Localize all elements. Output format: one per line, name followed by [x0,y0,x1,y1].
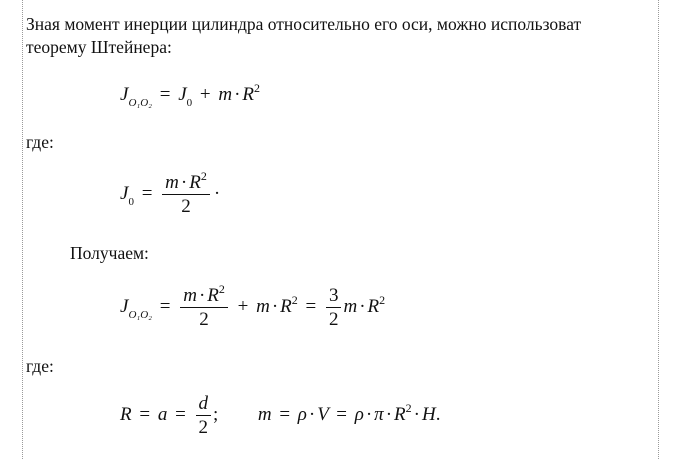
denominator-2: 2 [326,307,342,329]
multiply-dot: · [385,403,393,425]
multiply-dot: · [308,403,316,425]
symbol-j: J [120,295,129,317]
multiply-dot: · [365,403,373,425]
equals-sign: = [279,403,291,425]
symbol-m: m [257,403,272,425]
exponent-2: 2 [254,81,261,95]
symbol-j0: J [178,84,187,105]
symbol-m: m [343,295,358,317]
denominator: 2 [162,194,210,216]
formula-definitions [120,394,440,437]
symbol-r: R [207,285,219,306]
symbol-m: m [183,285,197,306]
multiply-dot: · [198,285,206,306]
numerator-d: d [198,393,209,414]
symbol-h: H [421,403,436,425]
semicolon: ; [213,403,219,425]
trailing-dot: · [213,182,221,204]
exponent-2: 2 [405,400,412,415]
equals-sign: = [141,182,153,204]
plus-sign: + [199,84,211,105]
intro-line-2: теорему Штейнера: [26,37,172,57]
symbol-m: m [256,295,270,317]
formula-j0 [120,169,222,217]
where-label-1: где: [26,132,54,152]
multiply-dot: · [234,84,241,105]
symbol-j: J [120,182,129,204]
equals-sign: = [305,295,317,317]
multiply-dot: · [271,295,279,317]
multiply-dot: · [180,172,188,193]
period: . [435,403,441,425]
equals-sign: = [159,84,171,105]
subscript-o1o2: O₁O₂ [128,97,152,109]
symbol-r: R [189,172,201,193]
equals-sign: = [336,403,347,425]
fraction-mr2-over-2 [180,282,228,330]
where-label-2: где: [26,356,54,376]
obtain-label: Получаем: [70,243,149,263]
plus-sign: + [237,295,249,317]
equals-sign: = [175,403,186,425]
fraction-3-over-2 [326,286,342,329]
right-margin-guide [658,0,659,459]
symbol-j: J [120,84,129,105]
subscript-o1o2: O₁O₂ [128,308,152,321]
fraction-mr2-over-2 [162,169,210,217]
symbol-r: R [242,84,255,105]
symbol-r: R [394,403,406,425]
equals-sign: = [159,295,171,317]
subscript-zero: 0 [128,195,134,208]
equals-sign: = [139,403,151,425]
fraction-d-over-2 [196,394,212,437]
symbol-r: R [120,403,132,425]
symbol-m: m [165,172,179,193]
formula-steiner [120,81,261,109]
exponent-2: 2 [200,169,207,183]
symbol-r: R [280,295,292,317]
denominator-2: 2 [196,415,212,437]
exponent-2: 2 [218,282,225,296]
symbol-rho: ρ [354,403,364,425]
exponent-2: 2 [379,292,386,307]
symbol-a: a [157,403,168,425]
denominator: 2 [180,307,228,329]
symbol-m: m [218,84,233,105]
exponent-2: 2 [291,292,298,307]
formula-result [120,282,386,330]
multiply-dot: · [413,403,420,425]
left-margin-guide [22,0,23,459]
symbol-rho: ρ [297,403,307,425]
symbol-pi: π [374,403,384,425]
intro-line-1: Зная момент инерции цилиндра относительно его оси, можно использоват [26,14,582,34]
subscript-zero: 0 [186,97,193,109]
multiply-dot: · [359,295,366,317]
symbol-v: V [317,403,329,425]
symbol-r: R [367,295,380,317]
numerator-3: 3 [328,285,339,306]
